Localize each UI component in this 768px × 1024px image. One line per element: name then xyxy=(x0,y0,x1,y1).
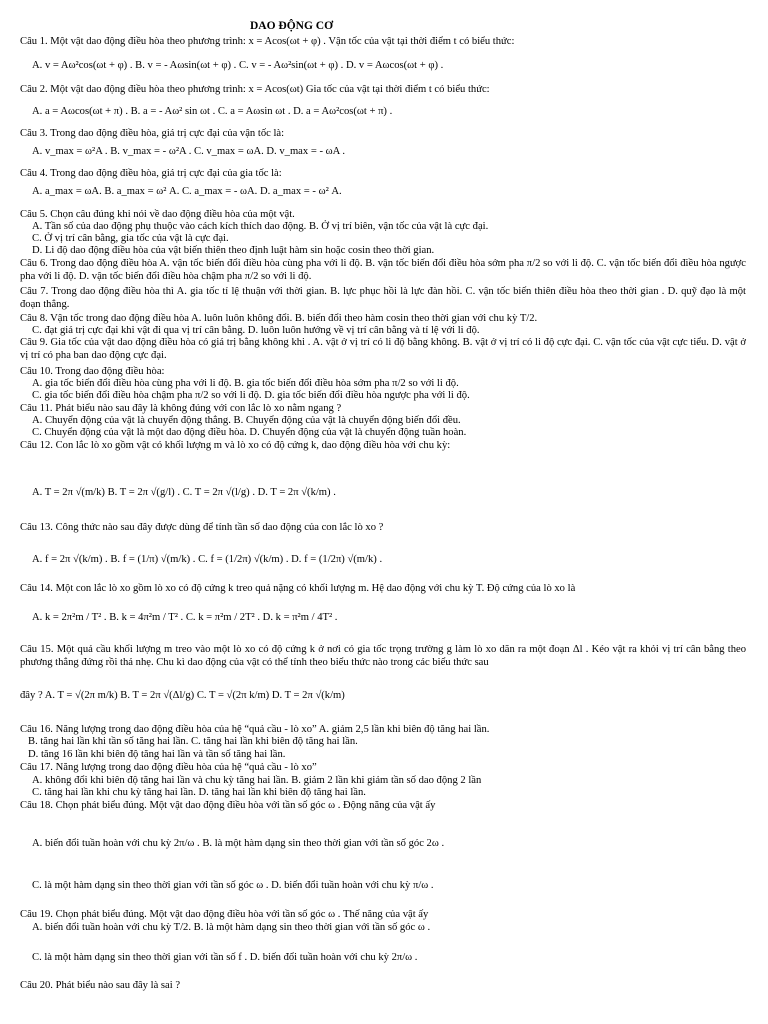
document-line: Câu 13. Công thức nào sau đây được dùng để tính tần số dao động của con lắc lò xo ? xyxy=(20,522,384,533)
document-line: Câu 9. Gia tốc của vật dao động điều hòa có giá trị bằng không khi . A. vật ở vị trí có li độ bằng không. B. vật ở vị trí có li độ cực đại. C. vận tốc của vật cực tiểu. D. vật ở vị trí có pha ban dao động cực đại. xyxy=(20,337,746,361)
document-line: C. là một hàm dạng sin theo thời gian với tần số góc ω . D. biến đổi tuần hoàn với chu kỳ π/ω . xyxy=(32,880,434,891)
document-line: Câu 14. Một con lắc lò xo gồm lò xo có độ cứng k treo quả nặng có khối lượng m. Hệ dao động với chu kỳ T. Độ cứng của lò xo là xyxy=(20,583,576,594)
document-line: Câu 20. Phát biểu nào sau đây là sai ? xyxy=(20,980,181,991)
document-line: A. a_max = ωA. B. a_max = ω² A. C. a_max = - ωA. D. a_max = - ω² A. xyxy=(32,186,342,197)
document-line: Câu 5. Chọn câu đúng khi nói về dao động điều hòa của một vật. xyxy=(20,209,295,220)
document-line: D. tăng 16 lần khi biên độ tăng hai lần và tần số tăng hai lần. xyxy=(28,749,286,760)
document-title: DAO ĐỘNG CƠ xyxy=(250,20,334,32)
document-line: Câu 8. Vận tốc trong dao động điều hòa A. luôn luôn không đổi. B. biến đổi theo hàm cosin theo thời gian với chu kỳ T/2. xyxy=(20,313,538,324)
document-line: A. f = 2π √(k/m) . B. f = (1/π) √(m/k) . C. f = (1/2π) √(k/m) . D. f = (1/2π) √(m/k) . xyxy=(32,554,383,565)
document-line: C. là một hàm dạng sin theo thời gian với tần số f . D. biến đổi tuần hoàn với chu kỳ 2π/ω . xyxy=(32,952,418,963)
document-line: Câu 19. Chọn phát biểu đúng. Một vật dao động điều hòa với tần số góc ω . Thế năng của vật ấy xyxy=(20,909,429,920)
document-line: Câu 6. Trong dao động điều hòa A. vận tốc biến đổi điều hòa cùng pha với li độ. B. vận tốc biến đổi điều hòa sớm pha π/2 so với li độ. C. vận tốc biến đổi điều hòa ngược pha với li độ. D. vận tốc biến đổi điều hòa chậm pha π/2 so với li độ. xyxy=(20,258,746,282)
document-line: đây ? A. T = √(2π m/k) B. T = 2π √(Δl/g) C. T = √(2π k/m) D. T = 2π √(k/m) xyxy=(20,690,345,701)
document-line: Câu 17. Năng lượng trong dao động điều hòa của hệ “quả cầu - lò xo” xyxy=(20,762,317,773)
document-line: Câu 1. Một vật dao động điều hòa theo phương trình: x = Acos(ωt + φ) . Vận tốc của vật tại thời điểm t có biểu thức: xyxy=(20,36,515,47)
document-line: Câu 12. Con lắc lò xo gồm vật có khối lượng m và lò xo có độ cứng k, dao động điều hòa với chu kỳ: xyxy=(20,440,451,451)
document-line: A. a = Aωcos(ωt + π) . B. a = - Aω² sin ωt . C. a = Aωsin ωt . D. a = Aω²cos(ωt + π) . xyxy=(32,106,393,117)
document-line: A. không đổi khi biên độ tăng hai lần và chu kỳ tăng hai lần. B. giảm 2 lần khi giảm tần số dao động 2 lần xyxy=(32,775,482,786)
document-line: A. v_max = ω²A . B. v_max = - ω²A . C. v_max = ωA. D. v_max = - ωA . xyxy=(32,146,345,157)
document-line: C. tăng hai lần khi chu kỳ tăng hai lần. D. tăng hai lần khi biên độ tăng hai lần. xyxy=(32,787,366,798)
document-line: A. biến đổi tuần hoàn với chu kỳ T/2. B. là một hàm dạng sin theo thời gian với tần số góc ω . xyxy=(32,922,431,933)
document-line: Câu 11. Phát biểu nào sau đây là không đúng với con lắc lò xo nằm ngang ? xyxy=(20,403,342,414)
document-line: A. T = 2π √(m/k) B. T = 2π √(g/l) . C. T = 2π √(l/g) . D. T = 2π √(k/m) . xyxy=(32,487,336,498)
document-line: Câu 15. Một quả cầu khối lượng m treo vào một lò xo có độ cứng k ở nơi có gia tốc trọng trường g làm lò xo dãn ra một đoạn Δl . Kéo vật ra khỏi vị trí cân bằng theo phương thẳng đứng rồi thả nhẹ. Chu kì dao động của vật có thể tính theo biểu thức nào trong các biểu thức sau xyxy=(20,644,746,668)
document-line: D. Li độ dao động điều hòa của vật biến thiên theo định luật hàm sin hoặc cosin theo thời gian. xyxy=(32,245,435,256)
document-line: Câu 10. Trong dao động điều hòa: xyxy=(20,366,165,377)
document-line: Câu 2. Một vật dao động điều hòa theo phương trình: x = Acos(ωt) Gia tốc của vật tại thời điểm t có biểu thức: xyxy=(20,84,490,95)
document-line: Câu 3. Trong dao động điều hòa, giá trị cực đại của vận tốc là: xyxy=(20,128,285,139)
document-line: A. biến đổi tuần hoàn với chu kỳ 2π/ω . B. là một hàm dạng sin theo thời gian với tần số góc 2ω . xyxy=(32,838,445,849)
document-line: A. Tần số của dao động phụ thuộc vào cách kích thích dao động. B. Ở vị trí biên, vận tốc của vật là cực đại. xyxy=(32,221,489,232)
document-line: A. gia tốc biến đổi điều hòa cùng pha với li độ. B. gia tốc biến đổi điều hòa sớm pha π/2 so với li độ. xyxy=(32,378,459,389)
document-line: Câu 7. Trong dao động điều hòa thì A. gia tốc tỉ lệ thuận với thời gian. B. lực phục hồi là lực đàn hồi. C. vận tốc biến thiên điều hòa theo thời gian . D. quỹ đạo là một đoạn thẳng. xyxy=(20,286,746,310)
document-line: C. gia tốc biến đổi điều hòa chậm pha π/2 so với li độ. D. gia tốc biến đổi điều hòa ngược pha với li độ. xyxy=(32,390,470,401)
document-line: A. k = 2π²m / T² . B. k = 4π²m / T² . C. k = π²m / 2T² . D. k = π²m / 4T² . xyxy=(32,612,338,623)
document-line: C. Chuyển động của vật là một dao động điều hòa. D. Chuyển động của vật là chuyển động tuần hoàn. xyxy=(32,427,467,438)
document-line: C. đạt giá trị cực đại khi vật đi qua vị trí cân bằng. D. luôn luôn hướng về vị trí cân bằng và tỉ lệ với li độ. xyxy=(32,325,480,336)
document-line: A. Chuyển động của vật là chuyển động thẳng. B. Chuyển động của vật là chuyển động biến đổi đều. xyxy=(32,415,461,426)
document-line: A. v = Aω²cos(ωt + φ) . B. v = - Aωsin(ωt + φ) . C. v = - Aω²sin(ωt + φ) . D. v = Aωcos(ωt + φ) . xyxy=(32,60,444,71)
document-line: Câu 16. Năng lượng trong dao động điều hòa của hệ “quả cầu - lò xo” A. giảm 2,5 lần khi biên độ tăng hai lần. xyxy=(20,724,490,735)
document-line: Câu 18. Chọn phát biểu đúng. Một vật dao động điều hòa với tần số góc ω . Động năng của vật ấy xyxy=(20,800,436,811)
document-line: C. Ở vị trí cân bằng, gia tốc của vật là cực đại. xyxy=(32,233,229,244)
document-line: Câu 4. Trong dao động điều hòa, giá trị cực đại của gia tốc là: xyxy=(20,168,282,179)
document-line: B. tăng hai lần khi tần số tăng hai lần. C. tăng hai lần khi biên độ tăng hai lần. xyxy=(28,736,358,747)
